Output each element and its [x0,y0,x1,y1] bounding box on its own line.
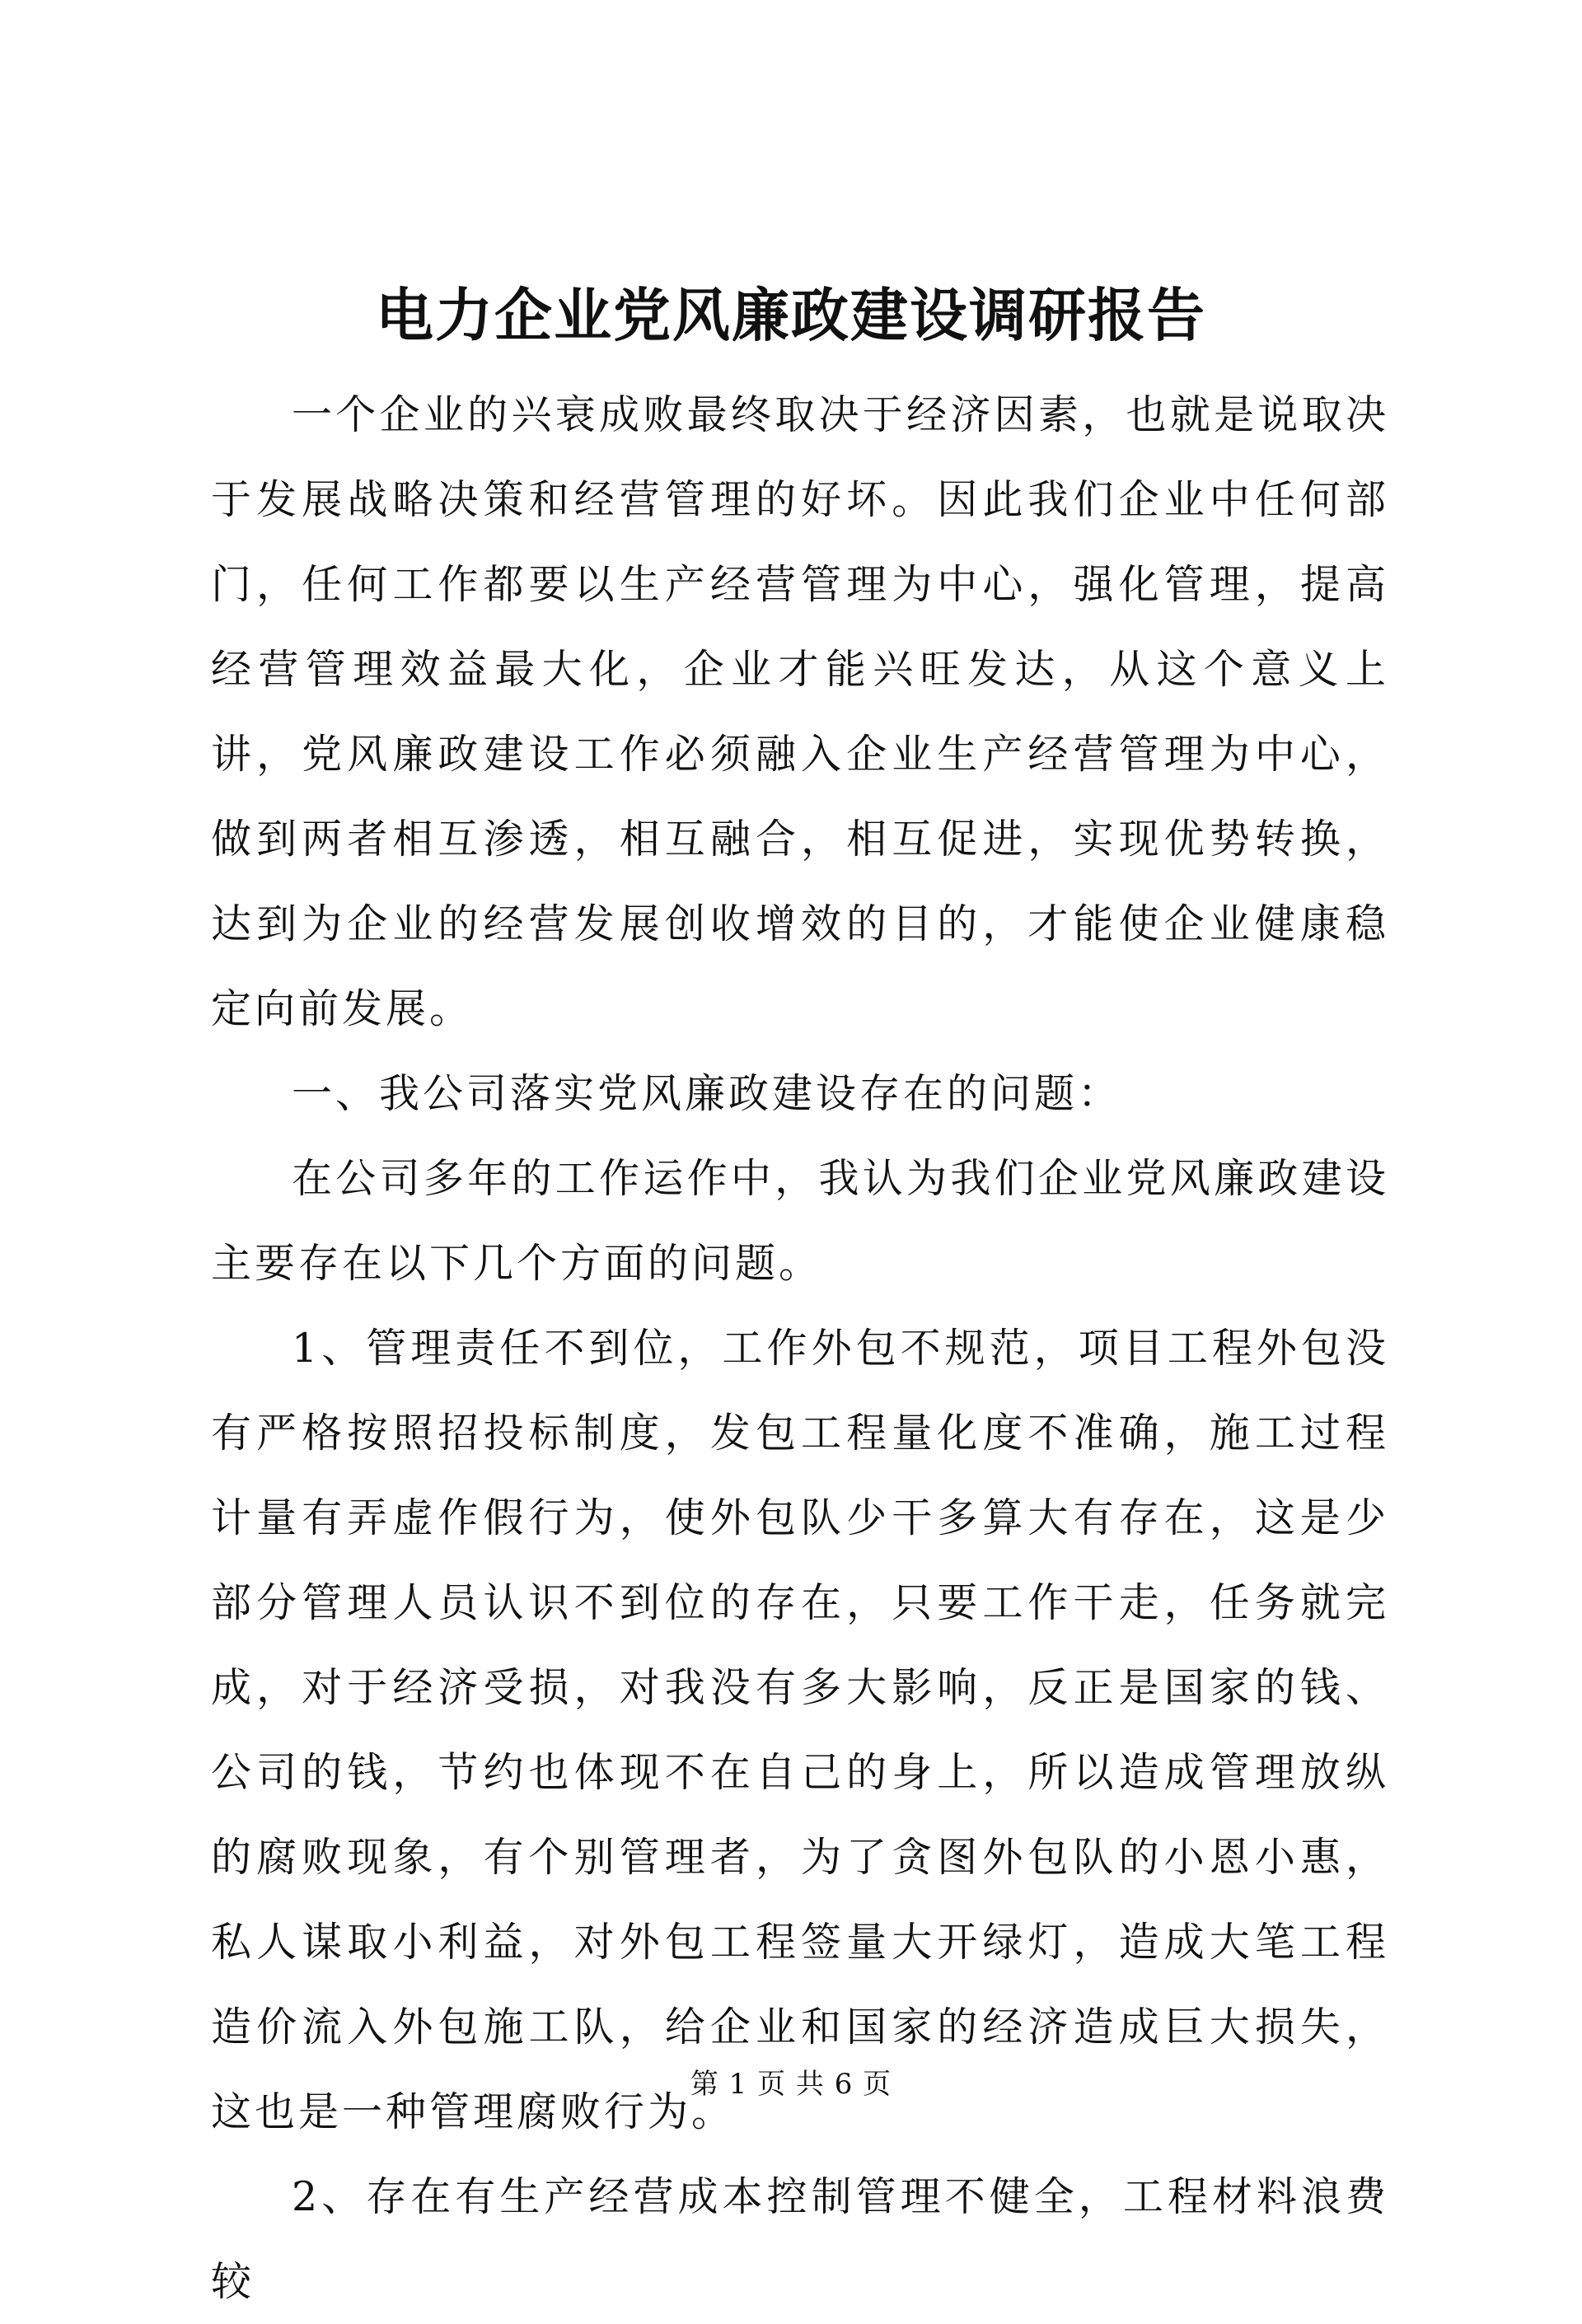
paragraph-section-heading: 一、我公司落实党风廉政建设存在的问题： [292,1070,1122,1117]
paragraph-problems-intro: 在公司多年的工作运作中，我认为我们企业党风廉政建设主要存在以下几个方面的问题。 [211,1155,1389,1287]
paragraph-point-1: 1、管理责任不到位，工作外包不规范，项目工程外包没有严格按照招投标制度，发包工程量化度不准确，施工过程计量有弄虚作假行为，使外包队少干多算大有存在，这是少部分管理人员认识不到位的存在，只要工作干走，任务就完成，对于经济受损，对我没有多大影响，反正是国家的钱、公司的钱，节约也体现不在自己的身上，所以造成管理放纵的腐败现象，有个别管理者，为了贪图外包队的小恩小惠，私人谋取小利益，对外包工程签量大开绿灯，造成大笔工程造价流入外包施工队，给企业和国家的经济造成巨大损失，这也是一种管理腐败行为。 [211,1325,1389,2135]
page-indicator: 第 1 页 共 6 页 [690,2068,892,2101]
paragraph-point-2: 2、存在有生产经营成本控制管理不健全，工程材料浪费较 [211,2173,1389,2305]
document-title: 电力企业党风廉政建设调研报告 [376,281,1206,349]
paragraph-intro: 一个企业的兴衰成败最终取决于经济因素，也就是说取决于发展战略决策和经营管理的好坏。因此我们企业中任何部门，任何工作都要以生产经营管理为中心，强化管理，提高经营管理效益最大化，企业才能兴旺发达，从这个意义上讲，党风廉政建设工作必须融入企业生产经营管理为中心，做到两者相互渗透，相互融合，相互促进，实现优势转换，达到为企业的经营发展创收增效的目的，才能使企业健康稳定向前发展。 [211,391,1389,1032]
document-body [211,372,1389,2324]
